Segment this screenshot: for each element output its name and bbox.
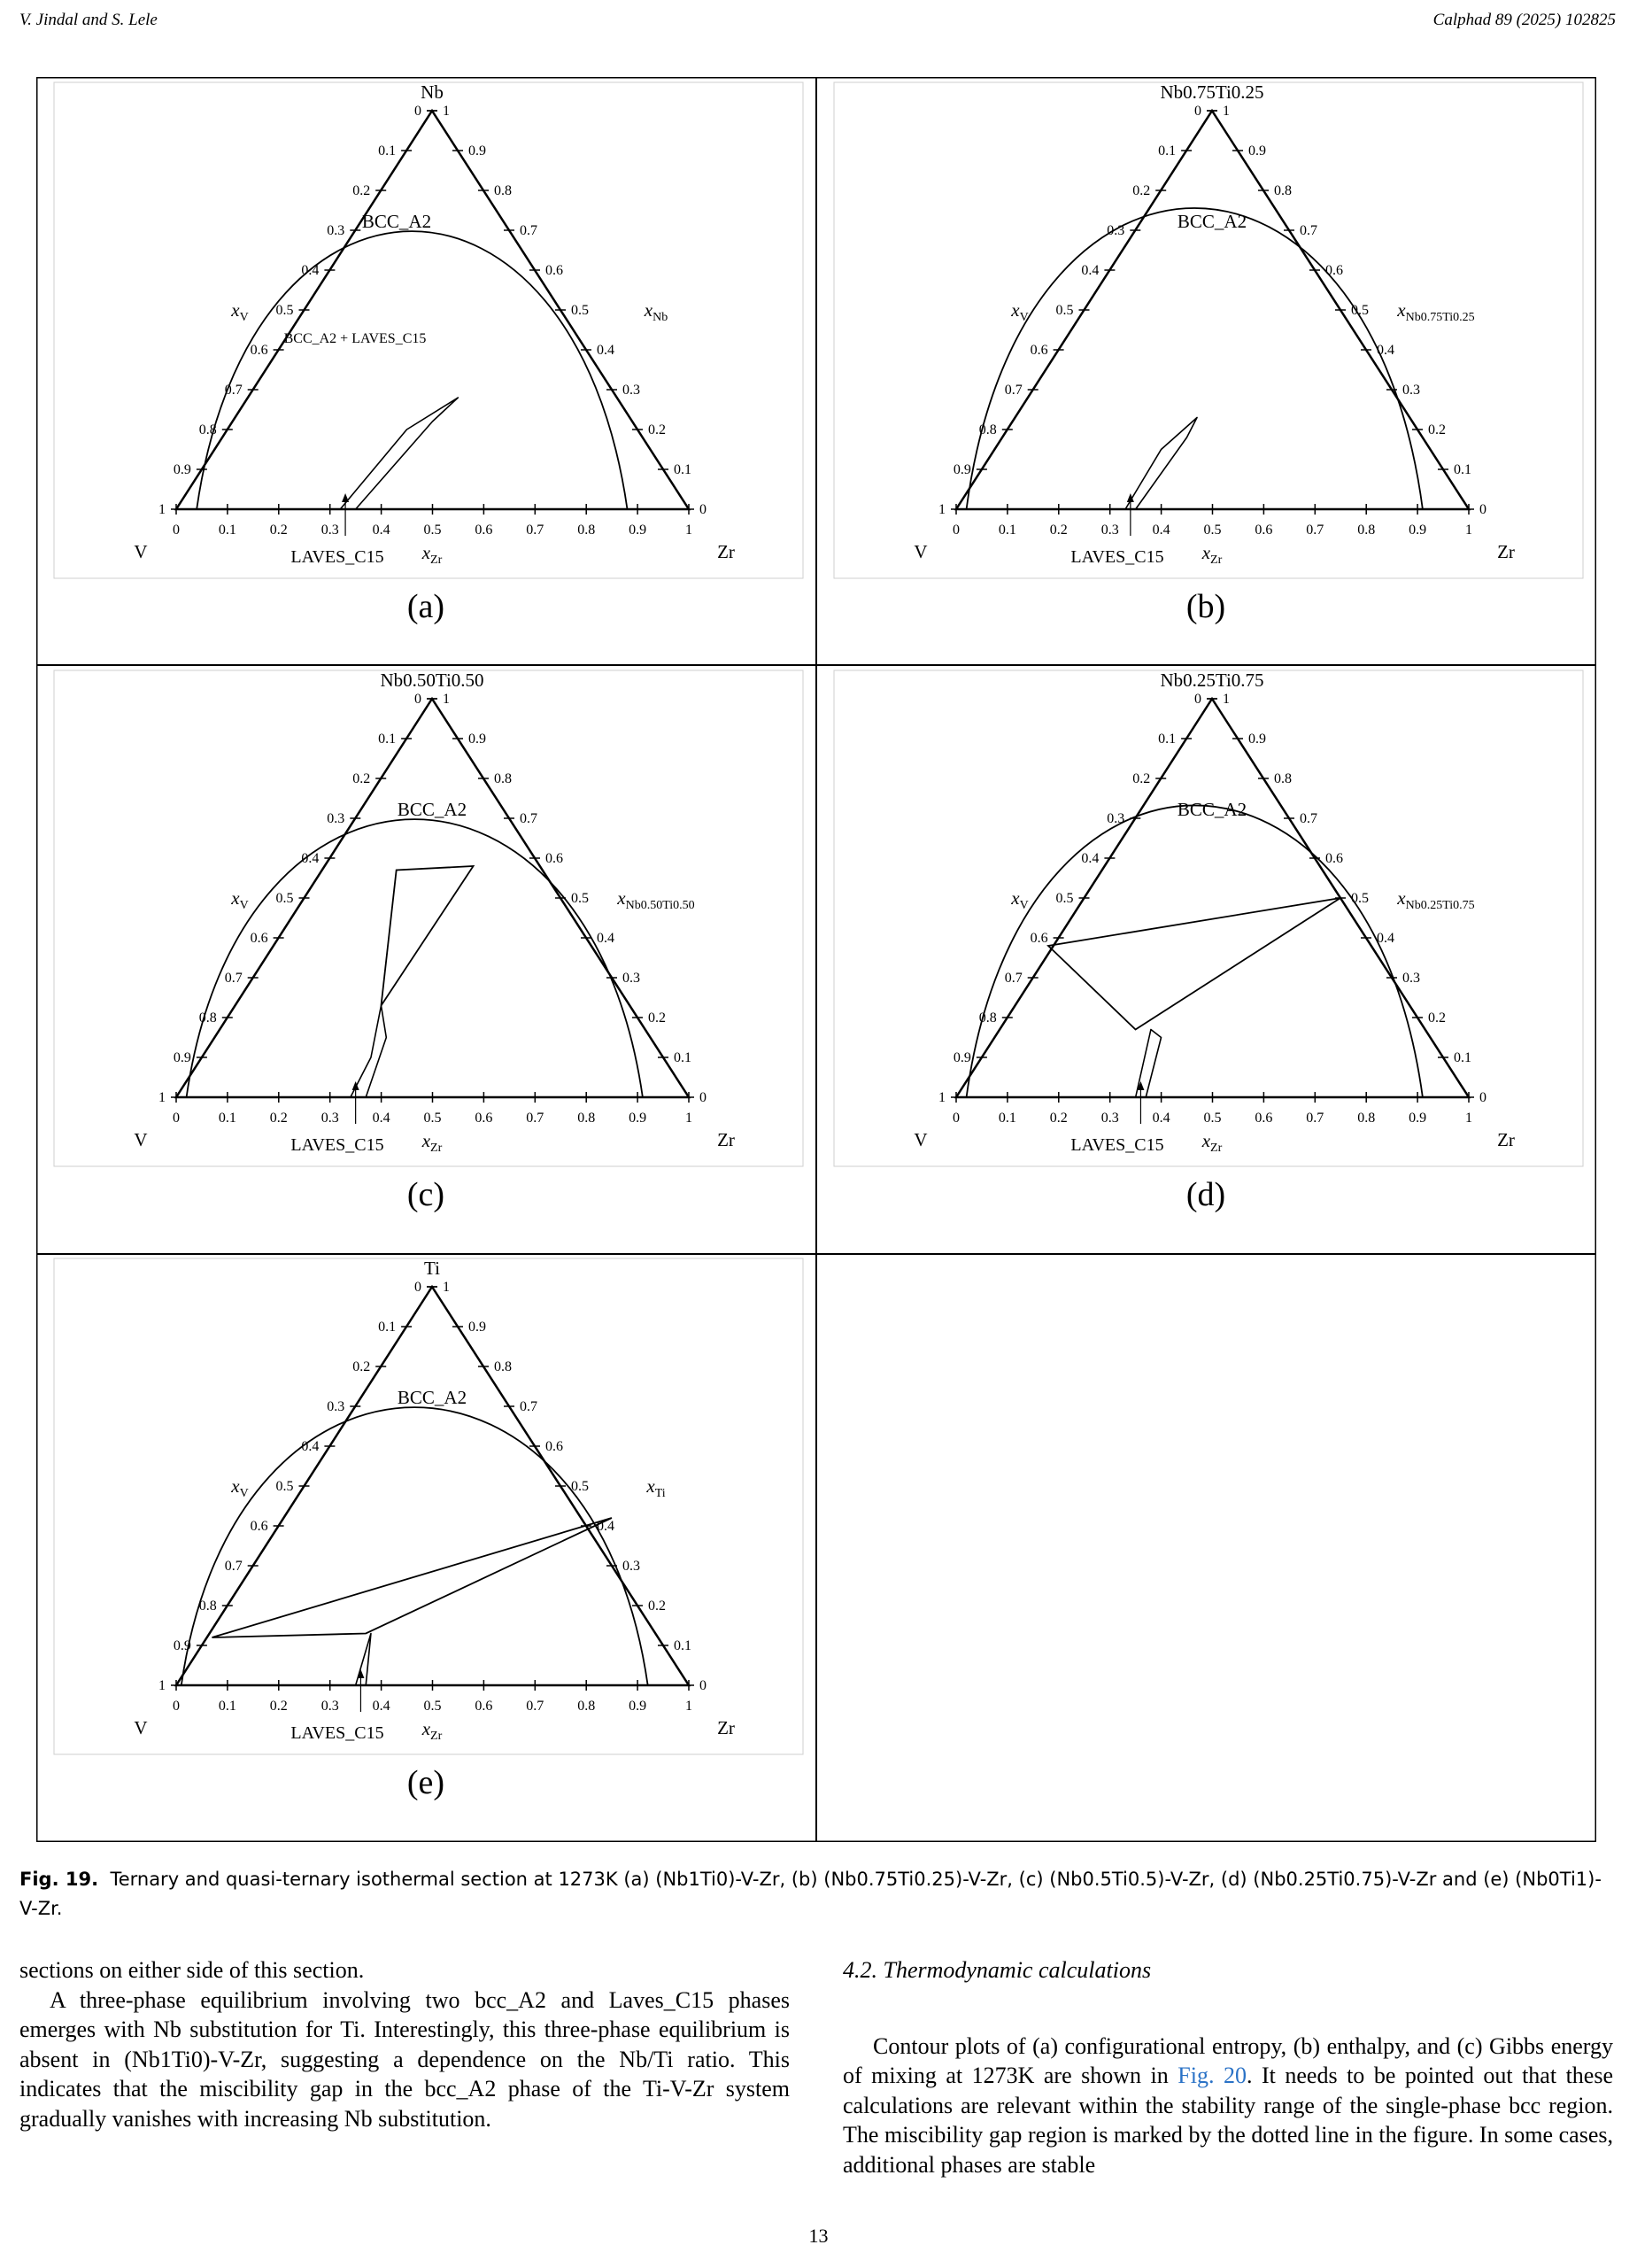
caption-text: Ternary and quasi-ternary isothermal section at 1273K (a) (Nb1Ti0)-V-Zr, (b) (Nb0.75Ti0.25)-V-Zr, (c) (Nb0.5Ti0.5)-V-Zr, (d) (Nb0.25Ti0.75)-V-Zr and (e) (Nb0Ti1)-V-Zr.: [19, 1869, 1602, 1919]
left-tick-label: 0.9: [953, 1050, 971, 1065]
bcc-a2-label: BCC_A2: [361, 211, 432, 232]
right-tick-label: 0.6: [1325, 851, 1343, 866]
left-tick-label: 0.9: [173, 462, 191, 477]
right-tick-label: 1: [443, 104, 450, 119]
right-tick-label: 0.8: [494, 1359, 512, 1374]
left-tick-label: 0.4: [1081, 851, 1100, 866]
laves-pointer-head: [342, 493, 349, 502]
left-vertex-label: V: [134, 541, 148, 562]
header-journal: Calphad 89 (2025) 102825: [1432, 11, 1616, 29]
base-tick-label: 0.9: [629, 1699, 647, 1714]
right-tick-label: 1: [1223, 692, 1230, 707]
base-tick-label: 0.1: [998, 522, 1016, 538]
bottom-axis-label: $x_{Zr}$: [1201, 1130, 1223, 1155]
left-tick-label: 0.6: [250, 343, 268, 358]
base-tick-label: 0.4: [372, 1699, 390, 1714]
right-tick-label: 0.2: [1428, 422, 1446, 437]
base-tick-label: 0: [173, 1111, 180, 1126]
left-tick-label: 1: [158, 502, 166, 517]
base-tick-label: 1: [685, 1699, 692, 1714]
left-tick-label: 0.2: [352, 183, 371, 198]
bottom-axis-label: $x_{Zr}$: [421, 1130, 443, 1155]
left-tick-label: 0.7: [1004, 971, 1023, 986]
plot-frame: [54, 670, 803, 1166]
ternary-panel-e: [54, 1258, 803, 1801]
top-vertex-label: Ti: [424, 1258, 440, 1279]
base-tick-label: 0.9: [1409, 522, 1427, 538]
right-vertex-label: Zr: [1497, 541, 1515, 562]
left-axis-label: $x_V$: [231, 887, 249, 912]
left-tick-label: 0.2: [1132, 771, 1151, 786]
left-tick-label: 0.9: [173, 1050, 191, 1065]
three-phase-triangle: [381, 866, 473, 1006]
right-tick-label: 0.3: [622, 383, 640, 398]
base-tick-label: 0.9: [629, 1111, 647, 1126]
base-tick-label: 1: [1465, 1111, 1472, 1126]
right-tick-label: 0: [699, 1090, 707, 1105]
body-left-column: [19, 1955, 790, 2133]
base-tick-label: 0.8: [1357, 522, 1376, 538]
right-tick-label: 0.2: [1428, 1010, 1446, 1026]
figure-link[interactable]: Fig. 20: [1178, 2063, 1247, 2088]
right-tick-label: 0.6: [545, 851, 563, 866]
right-tick-label: 0.3: [1402, 383, 1420, 398]
right-tick-label: 0.8: [1274, 771, 1292, 786]
left-tick-label: 0.5: [1055, 891, 1074, 906]
panel-label: (b): [1185, 588, 1226, 625]
right-axis-label: $x_{Ti}$: [646, 1475, 666, 1500]
plot-frame: [54, 82, 803, 578]
base-tick-label: 0.5: [1203, 1111, 1222, 1126]
right-tick-label: 0: [1479, 502, 1486, 517]
left-tick-label: 0.9: [173, 1638, 191, 1653]
base-tick-label: 0.3: [1100, 522, 1119, 538]
ternary-panel-a: [54, 81, 803, 625]
base-tick-label: 0.2: [269, 522, 288, 538]
laves-c15-label: LAVES_C15: [1070, 1135, 1164, 1155]
right-tick-label: 0.6: [1325, 263, 1343, 278]
base-tick-label: 0.9: [1409, 1111, 1427, 1126]
top-vertex-label: Nb0.50Ti0.50: [380, 670, 484, 691]
left-tick-label: 0.2: [352, 1359, 371, 1374]
right-tick-label: 0.2: [648, 1010, 666, 1026]
right-tick-label: 0.4: [1377, 931, 1394, 946]
laves-c15-label: LAVES_C15: [1070, 547, 1164, 567]
bottom-axis-label: $x_{Zr}$: [421, 1718, 443, 1743]
paragraph: sections on either side of this section.: [19, 1957, 365, 1983]
body-right-column: [843, 1955, 1613, 2179]
right-axis-label: $x_{Nb0.50Ti0.50}$: [617, 887, 695, 912]
laves-c15-label: LAVES_C15: [290, 1135, 384, 1155]
top-vertex-label: Nb: [421, 81, 444, 103]
left-tick-label: 0: [1194, 104, 1201, 119]
base-tick-label: 0.1: [218, 1111, 236, 1126]
ternary-panel-b: [834, 81, 1583, 625]
right-tick-label: 0.4: [597, 1519, 614, 1534]
base-tick-label: 0.3: [320, 1111, 339, 1126]
left-tick-label: 0.1: [378, 143, 397, 159]
right-tick-label: 0.8: [494, 771, 512, 786]
right-tick-label: 0.7: [520, 1399, 537, 1414]
base-tick-label: 0.2: [269, 1111, 288, 1126]
left-tick-label: 0.5: [275, 1479, 294, 1494]
right-vertex-label: Zr: [717, 1129, 735, 1150]
left-tick-label: 0.7: [1004, 383, 1023, 398]
right-tick-label: 0.6: [545, 263, 563, 278]
base-tick-label: 1: [685, 522, 692, 538]
panel-label: (a): [406, 588, 445, 625]
left-tick-label: 0.4: [1081, 263, 1100, 278]
base-tick-label: 0.5: [423, 522, 442, 538]
bcc-a2-label: BCC_A2: [1177, 211, 1247, 232]
left-tick-label: 0.8: [198, 1598, 217, 1614]
right-tick-label: 0.8: [1274, 183, 1292, 198]
right-tick-label: 0.2: [648, 422, 666, 437]
left-tick-label: 0.7: [224, 383, 243, 398]
base-tick-label: 0.8: [577, 1111, 596, 1126]
left-vertex-label: V: [914, 541, 928, 562]
triangle-outline: [173, 111, 689, 509]
base-tick-label: 0.4: [372, 1111, 390, 1126]
right-tick-label: 0.9: [468, 1320, 486, 1335]
laves-c15-field: [340, 398, 458, 509]
base-tick-label: 0.8: [1357, 1111, 1376, 1126]
left-axis-label: $x_V$: [231, 299, 249, 324]
right-tick-label: 0.1: [674, 1050, 691, 1065]
left-axis-label: $x_V$: [1011, 887, 1029, 912]
figure-19: [36, 77, 1596, 1846]
base-tick-label: 0.1: [218, 522, 236, 538]
base-tick-label: 0.9: [629, 522, 647, 538]
right-axis-label: $x_{Nb0.25Ti0.75}$: [1397, 887, 1475, 912]
right-tick-label: 0.3: [1402, 971, 1420, 986]
laves-c15-label: LAVES_C15: [290, 547, 384, 567]
right-tick-label: 0.1: [674, 462, 691, 477]
left-tick-label: 0.9: [953, 462, 971, 477]
left-tick-label: 1: [938, 502, 946, 517]
base-tick-label: 0.5: [1203, 522, 1222, 538]
base-tick-label: 0.2: [1049, 522, 1068, 538]
right-tick-label: 0: [699, 502, 707, 517]
right-tick-label: 0.9: [1248, 731, 1266, 747]
panel-label: (d): [1185, 1176, 1226, 1213]
left-axis-label: $x_V$: [1011, 299, 1029, 324]
right-tick-label: 0.3: [622, 971, 640, 986]
header-authors: V. Jindal and S. Lele: [19, 11, 158, 29]
right-tick-label: 0.3: [622, 1559, 640, 1574]
right-tick-label: 0.1: [674, 1638, 691, 1653]
base-tick-label: 0.3: [320, 1699, 339, 1714]
left-tick-label: 0.1: [1158, 731, 1177, 747]
left-tick-label: 0.8: [198, 422, 217, 437]
running-header: [19, 11, 1616, 37]
bcc-boundary-curve: [181, 1407, 648, 1685]
left-tick-label: 0.3: [327, 811, 345, 826]
left-tick-label: 0: [414, 1280, 421, 1295]
left-tick-label: 0.4: [301, 1439, 320, 1454]
left-tick-label: 0.7: [224, 1559, 243, 1574]
left-tick-label: 0.6: [250, 1519, 268, 1534]
triangle-outline: [173, 699, 689, 1097]
right-tick-label: 0.8: [494, 183, 512, 198]
left-tick-label: 0.8: [978, 422, 997, 437]
left-tick-label: 0.6: [250, 931, 268, 946]
right-vertex-label: Zr: [717, 541, 735, 562]
right-tick-label: 0.9: [468, 731, 486, 747]
base-tick-label: 0.1: [998, 1111, 1016, 1126]
left-tick-label: 0.3: [327, 223, 345, 238]
right-tick-label: 0.6: [545, 1439, 563, 1454]
bcc-a2-label: BCC_A2: [397, 799, 467, 820]
laves-c15-field: [1125, 418, 1197, 510]
bottom-axis-label: $x_{Zr}$: [421, 542, 443, 567]
right-tick-label: 0: [699, 1678, 707, 1693]
right-tick-label: 1: [1223, 104, 1230, 119]
left-tick-label: 0.3: [1107, 811, 1125, 826]
left-tick-label: 0.3: [327, 1399, 345, 1414]
right-tick-label: 0.4: [597, 343, 614, 358]
base-tick-label: 0.4: [372, 522, 390, 538]
base-tick-label: 0.2: [1049, 1111, 1068, 1126]
bcc-boundary-curve: [967, 805, 1423, 1097]
left-tick-label: 0.8: [198, 1010, 217, 1026]
left-tick-label: 0.8: [978, 1010, 997, 1026]
left-tick-label: 0.6: [1030, 931, 1048, 946]
base-tick-label: 0.7: [1306, 1111, 1324, 1126]
left-tick-label: 0: [414, 104, 421, 119]
left-tick-label: 0: [1194, 692, 1201, 707]
base-tick-label: 0.5: [423, 1699, 442, 1714]
left-tick-label: 1: [158, 1678, 166, 1693]
ternary-panel-d: [834, 670, 1583, 1213]
base-tick-label: 0.1: [218, 1699, 236, 1714]
right-tick-label: 0.9: [468, 143, 486, 159]
right-tick-label: 0.7: [520, 223, 537, 238]
section-heading: 4.2. Thermodynamic calculations: [843, 1957, 1152, 1983]
right-tick-label: 0.2: [648, 1598, 666, 1614]
right-tick-label: 0.1: [1454, 1050, 1471, 1065]
base-tick-label: 0.4: [1152, 522, 1170, 538]
left-vertex-label: V: [134, 1129, 148, 1150]
bcc-a2-label: BCC_A2: [397, 1387, 467, 1408]
right-tick-label: 0.4: [597, 931, 614, 946]
triangle-outline: [953, 699, 1469, 1097]
left-tick-label: 0.1: [378, 731, 397, 747]
base-tick-label: 0.6: [475, 522, 493, 538]
left-axis-label: $x_V$: [231, 1475, 249, 1500]
right-tick-label: 0.7: [1300, 811, 1317, 826]
bcc-boundary-curve: [187, 819, 643, 1097]
base-tick-label: 0: [953, 1111, 960, 1126]
left-tick-label: 0.2: [1132, 183, 1151, 198]
right-tick-label: 0.7: [1300, 223, 1317, 238]
left-tick-label: 1: [158, 1090, 166, 1105]
base-tick-label: 1: [685, 1111, 692, 1126]
right-tick-label: 0.5: [1351, 303, 1369, 318]
base-tick-label: 0.7: [526, 1699, 544, 1714]
base-tick-label: 0.6: [1255, 522, 1273, 538]
base-tick-label: 0.3: [1100, 1111, 1119, 1126]
top-vertex-label: Nb0.75Ti0.25: [1160, 81, 1264, 103]
right-tick-label: 0.5: [1351, 891, 1369, 906]
right-tick-label: 0.4: [1377, 343, 1394, 358]
two-phase-label: BCC_A2 + LAVES_C15: [283, 331, 427, 346]
left-vertex-label: V: [914, 1129, 928, 1150]
page-number: 13: [808, 2225, 829, 2247]
left-tick-label: 0.5: [275, 891, 294, 906]
base-tick-label: 0: [173, 522, 180, 538]
right-axis-label: $x_{Nb}$: [644, 299, 668, 324]
left-tick-label: 0.3: [1107, 223, 1125, 238]
ternary-panel-c: [54, 670, 803, 1213]
bottom-axis-label: $x_{Zr}$: [1201, 542, 1223, 567]
base-tick-label: 0.7: [1306, 522, 1324, 538]
left-tick-label: 1: [938, 1090, 946, 1105]
bcc-a2-label: BCC_A2: [1177, 799, 1247, 820]
left-tick-label: 0.6: [1030, 343, 1048, 358]
left-tick-label: 0.1: [378, 1320, 397, 1335]
right-tick-label: 1: [443, 692, 450, 707]
base-tick-label: 0.2: [269, 1699, 288, 1714]
base-tick-label: 0.8: [577, 522, 596, 538]
left-tick-label: 0.4: [301, 263, 320, 278]
base-tick-label: 0.4: [1152, 1111, 1170, 1126]
base-tick-label: 0.6: [1255, 1111, 1273, 1126]
right-vertex-label: Zr: [1497, 1129, 1515, 1150]
caption-label: Fig. 19.: [19, 1869, 99, 1890]
left-tick-label: 0.2: [352, 771, 371, 786]
plot-frame: [834, 670, 1583, 1166]
base-tick-label: 0.6: [475, 1111, 493, 1126]
base-tick-label: 0.7: [526, 522, 544, 538]
base-tick-label: 0.8: [577, 1699, 596, 1714]
left-tick-label: 0.1: [1158, 143, 1177, 159]
left-vertex-label: V: [134, 1717, 148, 1738]
left-tick-label: 0.5: [1055, 303, 1074, 318]
three-phase-triangle: [1048, 898, 1340, 1030]
bcc-boundary-curve: [967, 208, 1423, 509]
panel-label: (c): [406, 1176, 445, 1213]
base-tick-label: 0.6: [475, 1699, 493, 1714]
right-tick-label: 0.5: [571, 1479, 589, 1494]
panel-label: (e): [406, 1764, 445, 1801]
base-tick-label: 0.5: [423, 1111, 442, 1126]
ternary-figure-grid: [36, 77, 1596, 1842]
right-vertex-label: Zr: [717, 1717, 735, 1738]
left-tick-label: 0.7: [224, 971, 243, 986]
right-tick-label: 1: [443, 1280, 450, 1295]
right-tick-label: 0: [1479, 1090, 1486, 1105]
laves-c15-label: LAVES_C15: [290, 1723, 384, 1743]
left-tick-label: 0.5: [275, 303, 294, 318]
base-tick-label: 0.7: [526, 1111, 544, 1126]
laves-pointer-head: [357, 1669, 364, 1678]
top-vertex-label: Nb0.25Ti0.75: [1160, 670, 1264, 691]
right-tick-label: 0.9: [1248, 143, 1266, 159]
right-axis-label: $x_{Nb0.75Ti0.25}$: [1397, 299, 1475, 324]
figure-caption: [19, 1865, 1618, 1924]
base-tick-label: 1: [1465, 522, 1472, 538]
right-tick-label: 0.7: [520, 811, 537, 826]
base-tick-label: 0: [173, 1699, 180, 1714]
paragraph: A three-phase equilibrium involving two bcc_A2 and Laves_C15 phases emerges with Nb substitution for Ti. Interestingly, this three-phase equilibrium is absent in (Nb1Ti0)-V-Zr, suggesting a dependence on the Nb/Ti ratio. This indicates that the miscibility gap in the bcc_A2 phase of the Ti-V-Zr system gradually vanishes with increasing Nb substitution.: [19, 1986, 790, 2132]
plot-frame: [54, 1258, 803, 1754]
right-tick-label: 0.5: [571, 891, 589, 906]
left-tick-label: 0: [414, 692, 421, 707]
right-tick-label: 0.1: [1454, 462, 1471, 477]
base-tick-label: 0.3: [320, 522, 339, 538]
left-tick-label: 0.4: [301, 851, 320, 866]
paragraph: [843, 2032, 1613, 2180]
plot-frame: [834, 82, 1583, 578]
paragraph-text: Contour plots of (a) configurational entropy, (b) enthalpy, and (c) Gibbs energy of mixing at 1273K are shown in: [843, 2032, 1613, 2088]
base-tick-label: 0: [953, 522, 960, 538]
right-tick-label: 0.5: [571, 303, 589, 318]
paragraph-text: . It needs to be pointed out that these calculations are relevant within the stability range of the single-phase bcc region. The miscibility gap region is marked by the dotted line in the figure. In some cases, additional phases are stable: [843, 2063, 1614, 2178]
